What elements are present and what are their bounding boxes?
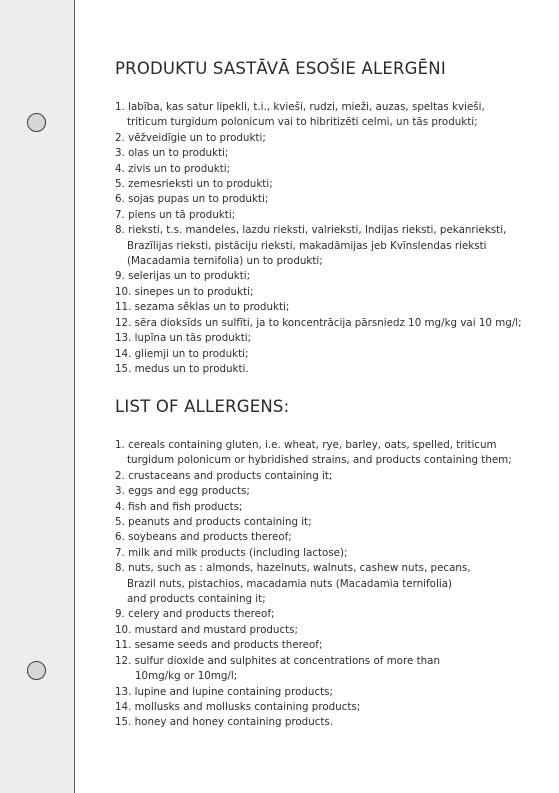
binder-margin [0, 0, 75, 793]
allergen-item-text: 2. crustaceans and products containing it; [115, 469, 333, 482]
allergen-item [115, 438, 512, 469]
allergen-item [115, 607, 512, 622]
allergen-item [115, 561, 512, 607]
allergen-item-text: 11. sezama sēklas un to produkti; [115, 301, 290, 314]
allergen-item [115, 484, 512, 499]
allergen-item [115, 515, 512, 530]
allergen-item-text: 5. peanuts and products containing it; [115, 516, 312, 529]
allergen-item [115, 131, 522, 146]
allergen-item [115, 654, 512, 685]
allergen-item-text: 9. selerijas un to produkti; [115, 270, 251, 283]
allergen-item [115, 469, 512, 484]
english-heading: LIST OF ALLERGENS: [115, 397, 290, 416]
allergen-item-text: 12. sēra dioksīds un sulfīti, ja to koncentrācija pārsniedz 10 mg/kg vai 10 mg/l; [115, 316, 522, 329]
allergen-item-text: 6. soybeans and products thereof; [115, 531, 292, 544]
allergen-item-text: 1. cereals containing gluten, i.e. wheat, rye, barley, oats, spelled, triticum [115, 439, 497, 451]
allergen-item-text: 14. gliemji un to produkti; [115, 347, 249, 360]
allergen-item-text: 9. celery and products thereof; [115, 608, 275, 621]
allergen-item [115, 362, 522, 377]
allergen-item-text: 7. milk and milk products (including lactose); [115, 546, 348, 559]
allergen-item-text: 15. medus un to produkti. [115, 362, 249, 375]
allergen-item-text: 7. piens un tā produkti; [115, 208, 236, 221]
latvian-allergen-list [115, 100, 522, 377]
allergen-item [115, 316, 522, 331]
allergen-item-text: 3. eggs and egg products; [115, 485, 250, 498]
allergen-item [115, 192, 522, 207]
allergen-item-text: 14. mollusks and mollusks containing products; [115, 700, 361, 713]
allergen-item [115, 300, 522, 315]
allergen-item [115, 285, 522, 300]
allergen-item [115, 223, 522, 269]
allergen-item [115, 623, 512, 638]
allergen-item-text: 15. honey and honey containing products. [115, 716, 334, 729]
allergen-item-continuation: 10mg/kg or 10mg/l; [135, 670, 238, 683]
allergen-item-text: 12. sulfur dioxide and sulphites at concentrations of more than [115, 654, 440, 667]
allergen-item-continuation: (Macadamia ternifolia) un to produkti; [127, 255, 323, 268]
allergen-item [115, 685, 512, 700]
english-allergen-list [115, 438, 512, 731]
allergen-item [115, 100, 522, 131]
punch-hole-top [27, 113, 46, 132]
allergen-item-text: 10. mustard and mustard products; [115, 623, 298, 636]
allergen-item-text: 10. sinepes un to produkti; [115, 285, 254, 298]
allergen-item-text: 13. lupine and lupine containing products; [115, 685, 333, 698]
allergen-item-text: 8. rieksti, t.s. mandeles, lazdu rieksti, valrieksti, Indijas rieksti, pekanrieksti, [115, 224, 507, 237]
allergen-item [115, 700, 512, 715]
allergen-item [115, 208, 522, 223]
allergen-item [115, 638, 512, 653]
allergen-item [115, 331, 522, 346]
allergen-item [115, 500, 512, 515]
allergen-item-text: 4. fish and fish products; [115, 500, 243, 513]
latvian-heading: PRODUKTU SASTĀVĀ ESOŠIE ALERGĒNI [115, 59, 446, 78]
allergen-item [115, 162, 522, 177]
allergen-item-continuation: Brazīlijas rieksti, pistāciju rieksti, makadāmijas jeb Kvīnslendas rieksti [127, 239, 487, 252]
allergen-item [115, 715, 512, 730]
allergen-item-text: 11. sesame seeds and products thereof; [115, 639, 323, 652]
allergen-item-continuation: turgidum polonicum or hybridished strains, and products containing them; [127, 454, 512, 467]
allergen-item-text: 8. nuts, such as : almonds, hazelnuts, walnuts, cashew nuts, pecans, [115, 562, 471, 575]
allergen-item [115, 269, 522, 284]
allergen-item [115, 530, 512, 545]
allergen-item-text: 13. lupīna un tās produkti; [115, 332, 252, 345]
punch-hole-bottom [27, 661, 46, 680]
allergen-item [115, 177, 522, 192]
allergen-item-text: 4. zivis un to produkti; [115, 162, 231, 175]
allergen-item-text: 1. labība, kas satur lipekli, t.i., kvieši, rudzi, mieži, auzas, speltas kvieši, [115, 101, 485, 113]
allergen-item-text: 3. olas un to produkti; [115, 147, 229, 160]
allergen-item-text: 5. zemesrieksti un to produkti; [115, 178, 273, 191]
allergen-item [115, 146, 522, 161]
allergen-item-text: 2. vēžveidīgie un to produkti; [115, 131, 266, 144]
allergen-item-text: 6. sojas pupas un to produkti; [115, 193, 269, 206]
allergen-item [115, 546, 512, 561]
allergen-item-continuation: Brazil nuts, pistachios, macadamia nuts (Macadamia ternifolia) [127, 577, 453, 590]
allergen-item-continuation: triticum turgidum polonicum vai to hibritizēti celmi, un tās produkti; [127, 116, 478, 129]
allergen-item-continuation: and products containing it; [127, 593, 266, 606]
allergen-item [115, 347, 522, 362]
